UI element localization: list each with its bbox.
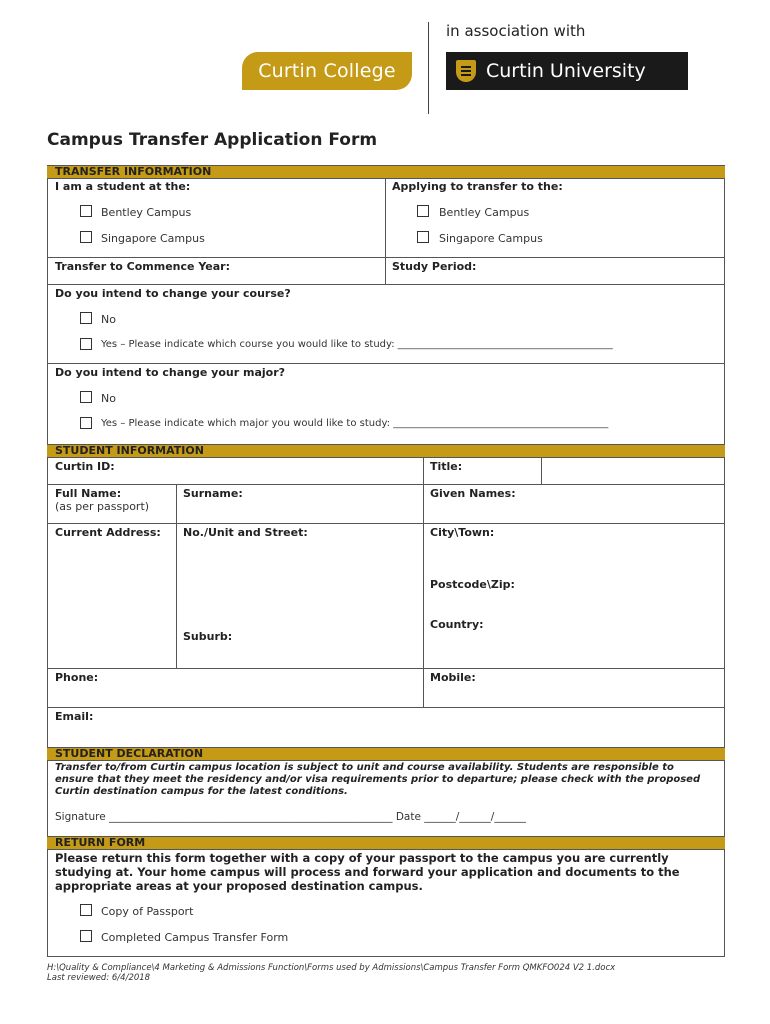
change-major-no-checkbox[interactable] [80, 391, 92, 403]
divider [47, 284, 725, 285]
divider [47, 363, 725, 364]
change-major-no-label: No [101, 392, 116, 405]
given-names-field[interactable]: Given Names: [430, 487, 516, 500]
commence-year-field[interactable]: Transfer to Commence Year: [55, 260, 230, 273]
curtin-id-field[interactable]: Curtin ID: [55, 460, 115, 473]
university-logo-text: Curtin University [486, 60, 646, 82]
divider [47, 849, 725, 850]
curtin-college-logo: Curtin College [242, 52, 412, 90]
footer-file-path: H:\Quality & Compliance\4 Marketing & Admissions Function\Forms used by Admissions\Campus Transfer Form QMKFO024 V2 1.docx [47, 963, 616, 973]
transfer-info-title: TRANSFER INFORMATION [55, 165, 212, 178]
change-major-yes-label[interactable]: Yes – Please indicate which major you would like to study: ___________________________________________ [101, 418, 609, 429]
change-major-yes-checkbox[interactable] [80, 417, 92, 429]
divider [47, 257, 725, 258]
country-field[interactable]: Country: [430, 618, 484, 631]
mobile-field[interactable]: Mobile: [430, 671, 476, 684]
street-field[interactable]: No./Unit and Street: [183, 526, 308, 539]
divider [176, 484, 177, 668]
applying-campus-label: Applying to transfer to the: [392, 180, 563, 193]
change-course-no-label: No [101, 313, 116, 326]
return-form-title: RETURN FORM [55, 836, 146, 849]
surname-field[interactable]: Surname: [183, 487, 243, 500]
target-singapore-label: Singapore Campus [439, 232, 543, 245]
current-bentley-checkbox[interactable] [80, 205, 92, 217]
current-bentley-label: Bentley Campus [101, 206, 192, 219]
divider [47, 707, 725, 708]
curtin-university-logo [446, 52, 688, 90]
change-course-yes-checkbox[interactable] [80, 338, 92, 350]
completed-form-label: Completed Campus Transfer Form [101, 931, 289, 944]
current-singapore-checkbox[interactable] [80, 231, 92, 243]
copy-passport-label: Copy of Passport [101, 905, 194, 918]
suburb-field[interactable]: Suburb: [183, 630, 233, 643]
full-name-note: (as per passport) [55, 500, 150, 513]
divider [47, 760, 725, 761]
page-title: Campus Transfer Application Form [47, 130, 378, 150]
divider [423, 457, 424, 707]
return-form-header-bar [47, 836, 725, 849]
current-campus-label: I am a student at the: [55, 180, 191, 193]
divider [47, 178, 725, 179]
form-border-bottom [47, 956, 725, 957]
current-address-label: Current Address: [55, 526, 161, 539]
change-course-yes-label[interactable]: Yes – Please indicate which course you would like to study: ___________________________________________ [101, 339, 613, 350]
divider [47, 484, 725, 485]
change-major-question: Do you intend to change your major? [55, 366, 286, 379]
divider [47, 668, 725, 669]
city-field[interactable]: City\Town: [430, 526, 495, 539]
target-singapore-checkbox[interactable] [417, 231, 429, 243]
association-text: in association with [446, 22, 586, 40]
phone-field[interactable]: Phone: [55, 671, 99, 684]
copy-passport-checkbox[interactable] [80, 904, 92, 916]
study-period-field[interactable]: Study Period: [392, 260, 477, 273]
current-singapore-label: Singapore Campus [101, 232, 205, 245]
change-course-question: Do you intend to change your course? [55, 287, 291, 300]
declaration-text: Transfer to/from Curtin campus location is subject to unit and course availability. Students are responsible to ensure that they meet the residency and/or visa requirements prior to departure; please check with the proposed Curtin destination campus for the latest conditions. [55, 762, 701, 797]
divider [385, 178, 386, 284]
target-bentley-label: Bentley Campus [439, 206, 530, 219]
target-bentley-checkbox[interactable] [417, 205, 429, 217]
return-form-text: Please return this form together with a copy of your passport to the campus you are currently studying at. Your home campus will process and forward your application and documents to the appropriate areas at your proposed destination campus. [55, 851, 680, 893]
student-info-title: STUDENT INFORMATION [55, 444, 204, 457]
crest-icon [456, 60, 476, 82]
divider [47, 523, 725, 524]
change-course-no-checkbox[interactable] [80, 312, 92, 324]
email-field[interactable]: Email: [55, 710, 94, 723]
title-label: Title: [430, 460, 463, 473]
header-divider [428, 22, 429, 114]
footer-last-reviewed: Last reviewed: 6/4/2018 [47, 973, 151, 983]
postcode-field[interactable]: Postcode\Zip: [430, 578, 515, 591]
signature-date-line[interactable]: Signature ______________________________________________________ Date ______/______/______ [55, 811, 526, 823]
completed-form-checkbox[interactable] [80, 930, 92, 942]
title-input[interactable] [542, 458, 724, 484]
declaration-title: STUDENT DECLARATION [55, 747, 204, 760]
full-name-label: Full Name: [55, 487, 122, 500]
